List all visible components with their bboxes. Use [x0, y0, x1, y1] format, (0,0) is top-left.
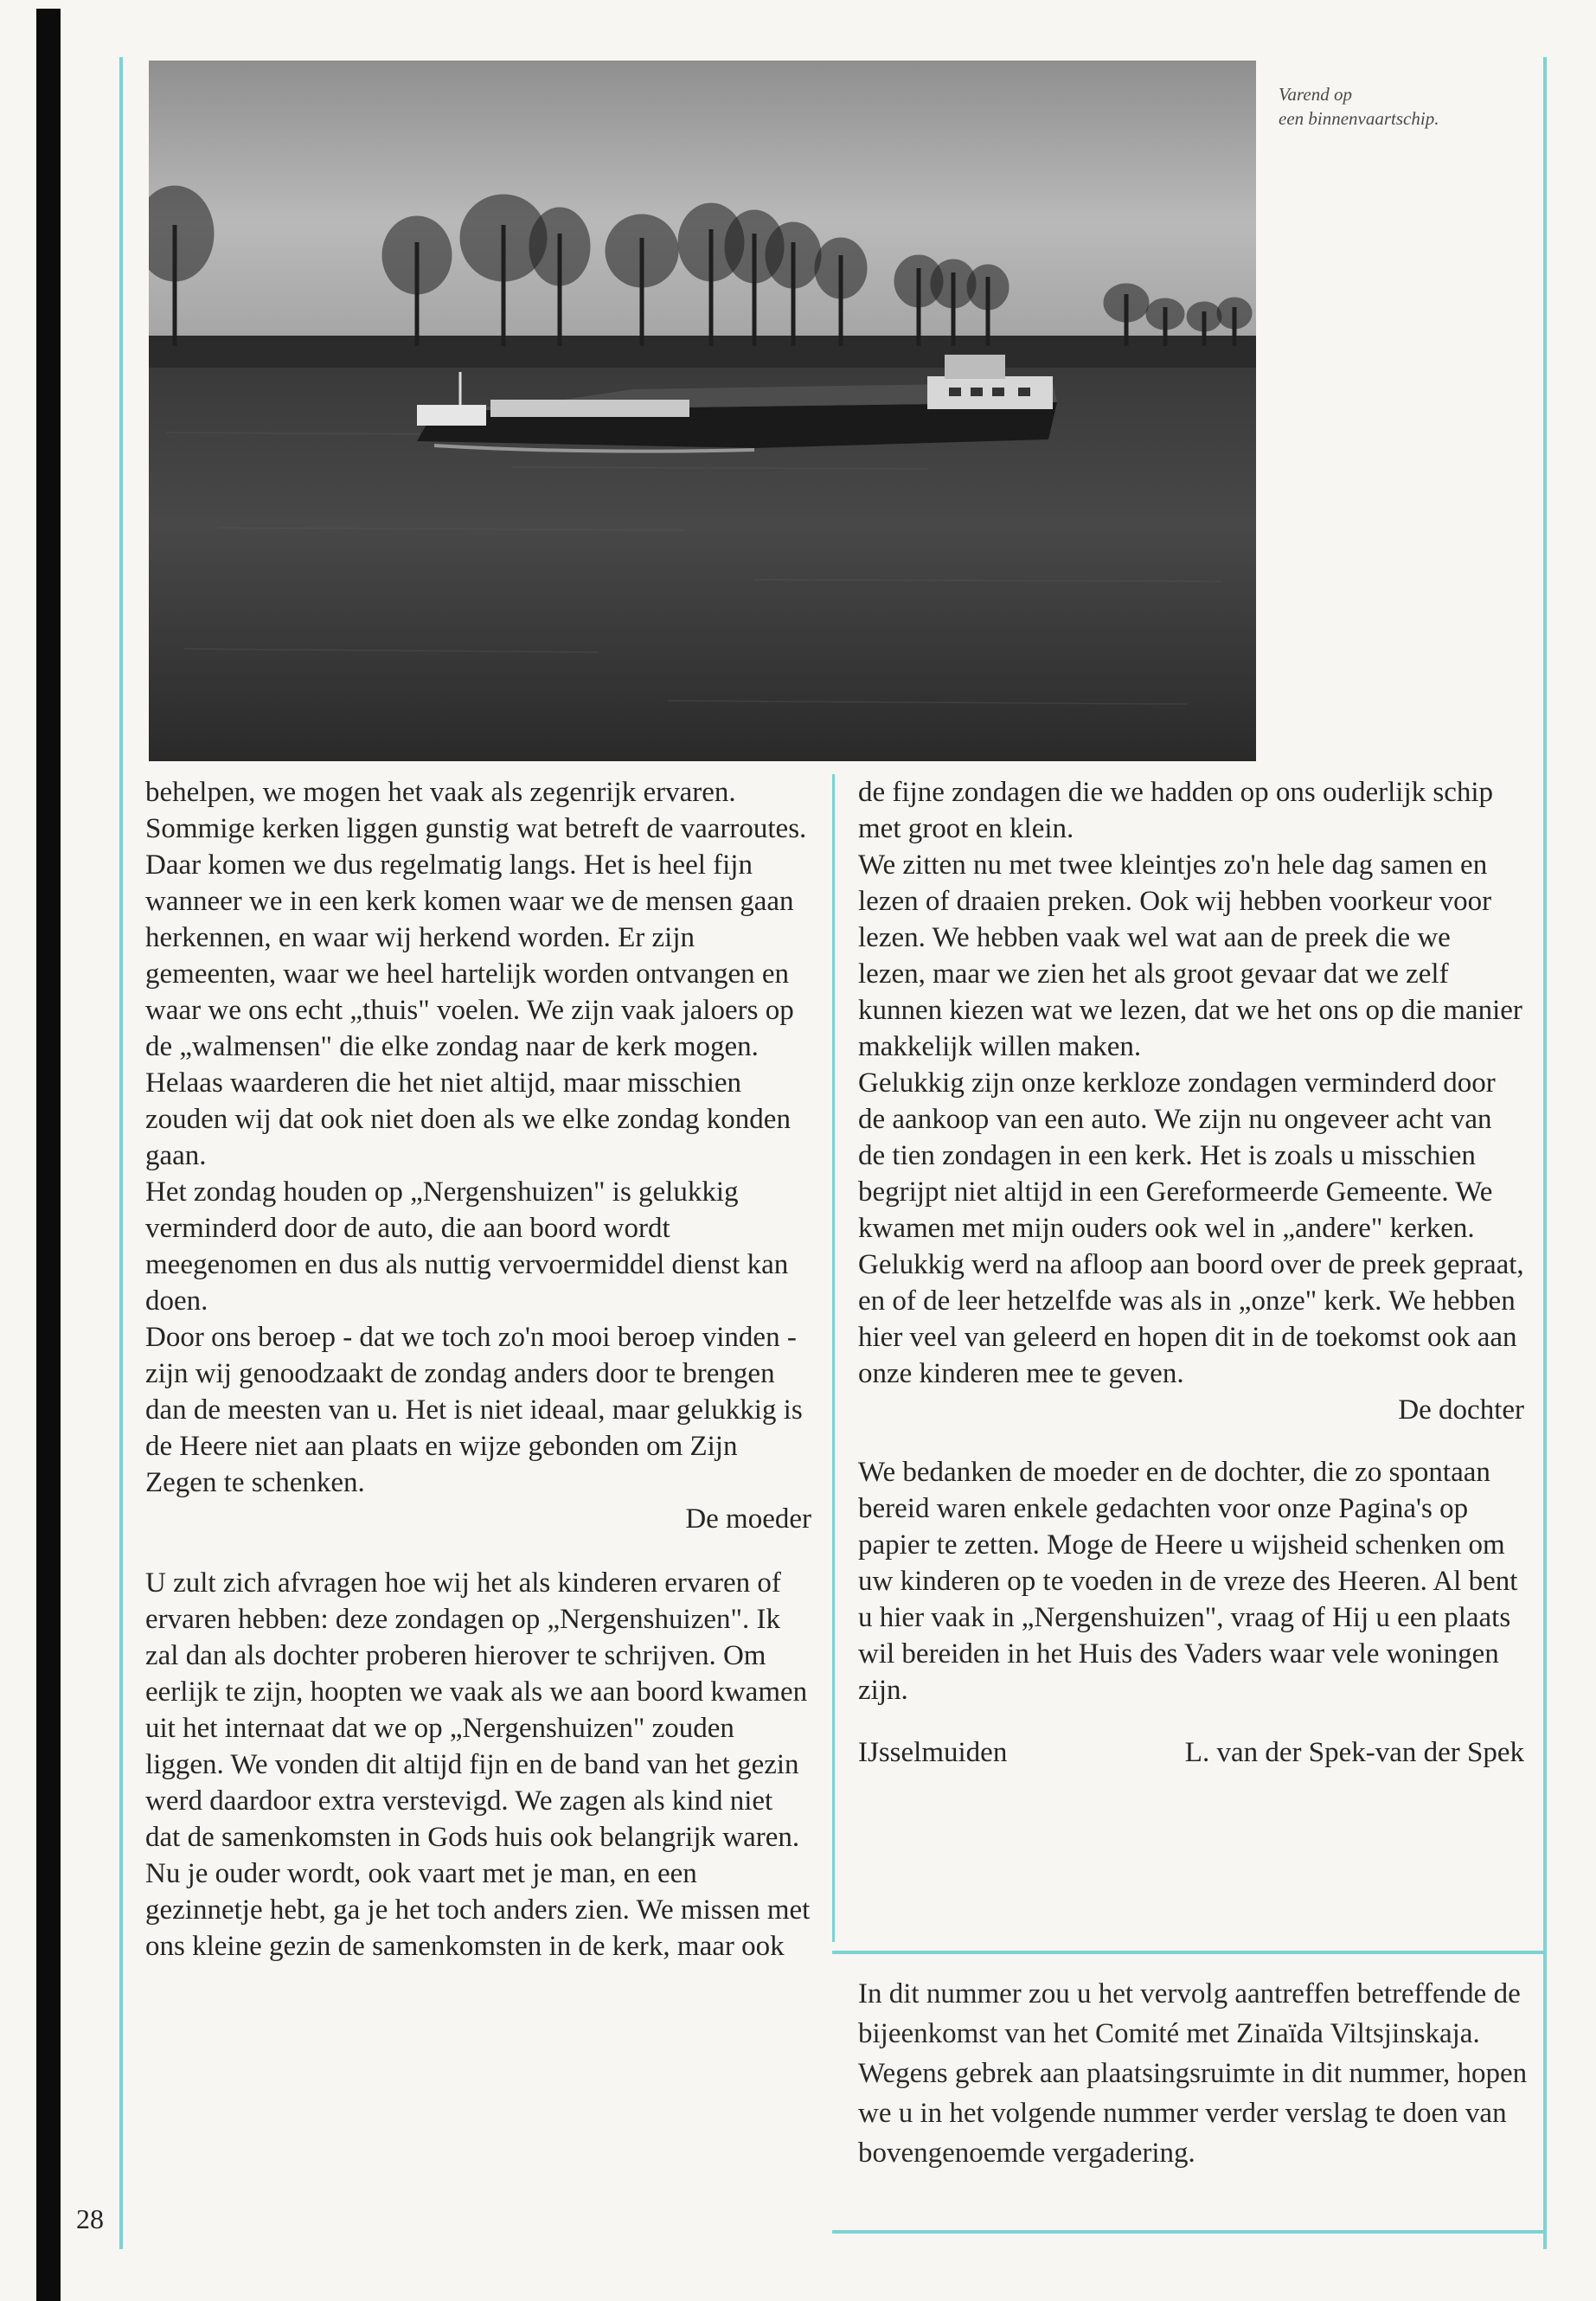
right-column — [858, 774, 1524, 1771]
dochter-paragraph: We zitten nu met twee kleintjes zo'n hele dag samen en lezen of draaien preken. Ook wij hebben voorkeur voor lezen. We hebben vaak wel wat aan de preek die we lezen, maar we zien het als groot gevaar dat we zelf kunnen kiezen wat we lezen, dat we het ons op die manier makkelijk willen maken. — [858, 849, 1522, 1062]
left-margin-rule — [119, 57, 123, 2249]
moeder-paragraph: Door ons beroep - dat we toch zo'n mooi beroep vinden - zijn wij genoodzaakt de zondag anders door te brengen dan de meesten van u. Het is niet ideaal, maar gelukkig is de Heere niet aan plaats en wijze gebonden om Zijn Zegen te schenken. — [145, 1322, 803, 1498]
closing-paragraph: We bedanken de moeder en de dochter, die zo spontaan bereid waren enkele gedachten voor onze Pagina's op papier te zetten. Moge de Heere u wijsheid schenken om uw kinderen op te voeden in de vreze des Heeren. Al bent u hier vaak in „Nergenshuizen", vraag of Hij u een plaats wil bereiden in het Huis des Vaders waar vele woningen zijn. — [858, 1457, 1518, 1706]
photo-far-bank — [149, 336, 1256, 370]
dochter-paragraph: Gelukkig zijn onze kerkloze zondagen verminderd door de aankoop van een auto. We zijn nu ongeveer acht van de tien zondagen in een kerk. Het is zoals u misschien begrijpt niet altijd in een Gereformeerde Gemeente. We kwamen met mijn ouders ook wel in „andere" kerken. Gelukkig werd na afloop aan boord over de preek gepraat, en of de leer hetzelfde was als in „onze" kerk. We hebben hier veel van geleerd en hopen dit in de toekomst ook aan onze kinderen mee te geven. — [858, 1067, 1524, 1389]
notice-text: In dit nummer zou u het vervolg aantreffen betreffende de bijeenkomst van het Comité met Zinaïda Viltsjinskaja. Wegens gebrek aan plaatsingsruimte in dit nummer, hopen we u in het volgende nummer verder verslag te doen van bovengenoemde vergadering. — [858, 1978, 1528, 2169]
caption-line-1: Varend op — [1279, 84, 1352, 105]
barge-photo — [149, 61, 1256, 761]
page-number: 28 — [76, 2203, 104, 2234]
signoff-place: IJsselmuiden — [858, 1737, 1008, 1768]
caption-line-2: een binnenvaartschip. — [1279, 108, 1439, 129]
column-divider — [832, 774, 835, 1942]
dochter-paragraph: U zult zich afvragen hoe wij het als kinderen ervaren of ervaren hebben: deze zondagen op „Nergenshuizen". Ik zal dan als dochter proberen hierover te schrijven. Om eerlijk te zijn, hoopten we vaak als we aan boord kwamen uit het internaat dat we op „Nergenshuizen" zouden liggen. We vonden dit altijd fijn en de band van het gezin werd daardoor extra verstevigd. We zagen als kind niet dat de samenkomsten in Gods huis ook belangrijk waren. Nu je ouder wordt, ook vaart met je man, en een gezinnetje hebt, ga je het toch anders zien. We missen met ons kleine gezin de samenkomsten in de kerk, maar ook — [145, 1567, 811, 1962]
binding-edge — [36, 9, 61, 2301]
moeder-signature: De moeder — [685, 1503, 811, 1535]
signoff-author: L. van der Spek-van der Spek — [1184, 1737, 1524, 1768]
moeder-paragraph: Sommige kerken liggen gunstig wat betreft de vaarroutes. Daar komen we dus regelmatig langs. Het is heel fijn wanneer we in een kerk komen waar we de mensen gaan herkennen, en waar wij herkend worden. Er zijn gemeenten, waar we heel hartelijk worden ontvangen en waar we ons echt „thuis" voelen. We zijn vaak jaloers op de „walmensen" die elke zondag naar de kerk mogen. Helaas waarderen die het niet altijd, maar misschien zouden wij dat ook niet doen als we elke zondag konden gaan. — [145, 813, 807, 1171]
editorial-notice — [858, 1974, 1529, 2173]
notice-top-rule — [832, 1951, 1547, 1954]
dochter-paragraph: de fijne zondagen die we hadden op ons ouderlijk schip met groot en klein. — [858, 777, 1494, 844]
right-margin-rule — [1543, 57, 1547, 2249]
moeder-paragraph: behelpen, we mogen het vaak als zegenrijk ervaren. — [145, 777, 736, 808]
dochter-signature: De dochter — [1398, 1394, 1524, 1426]
moeder-paragraph: Het zondag houden op „Nergenshuizen" is gelukkig verminderd door de auto, die aan boord wordt meegenomen en dus als nuttig vervoermiddel dienst kan doen. — [145, 1176, 789, 1317]
photo-caption — [1279, 82, 1529, 131]
left-column — [145, 774, 811, 1965]
author-signoff — [858, 1734, 1524, 1771]
notice-bottom-rule — [832, 2230, 1547, 2234]
